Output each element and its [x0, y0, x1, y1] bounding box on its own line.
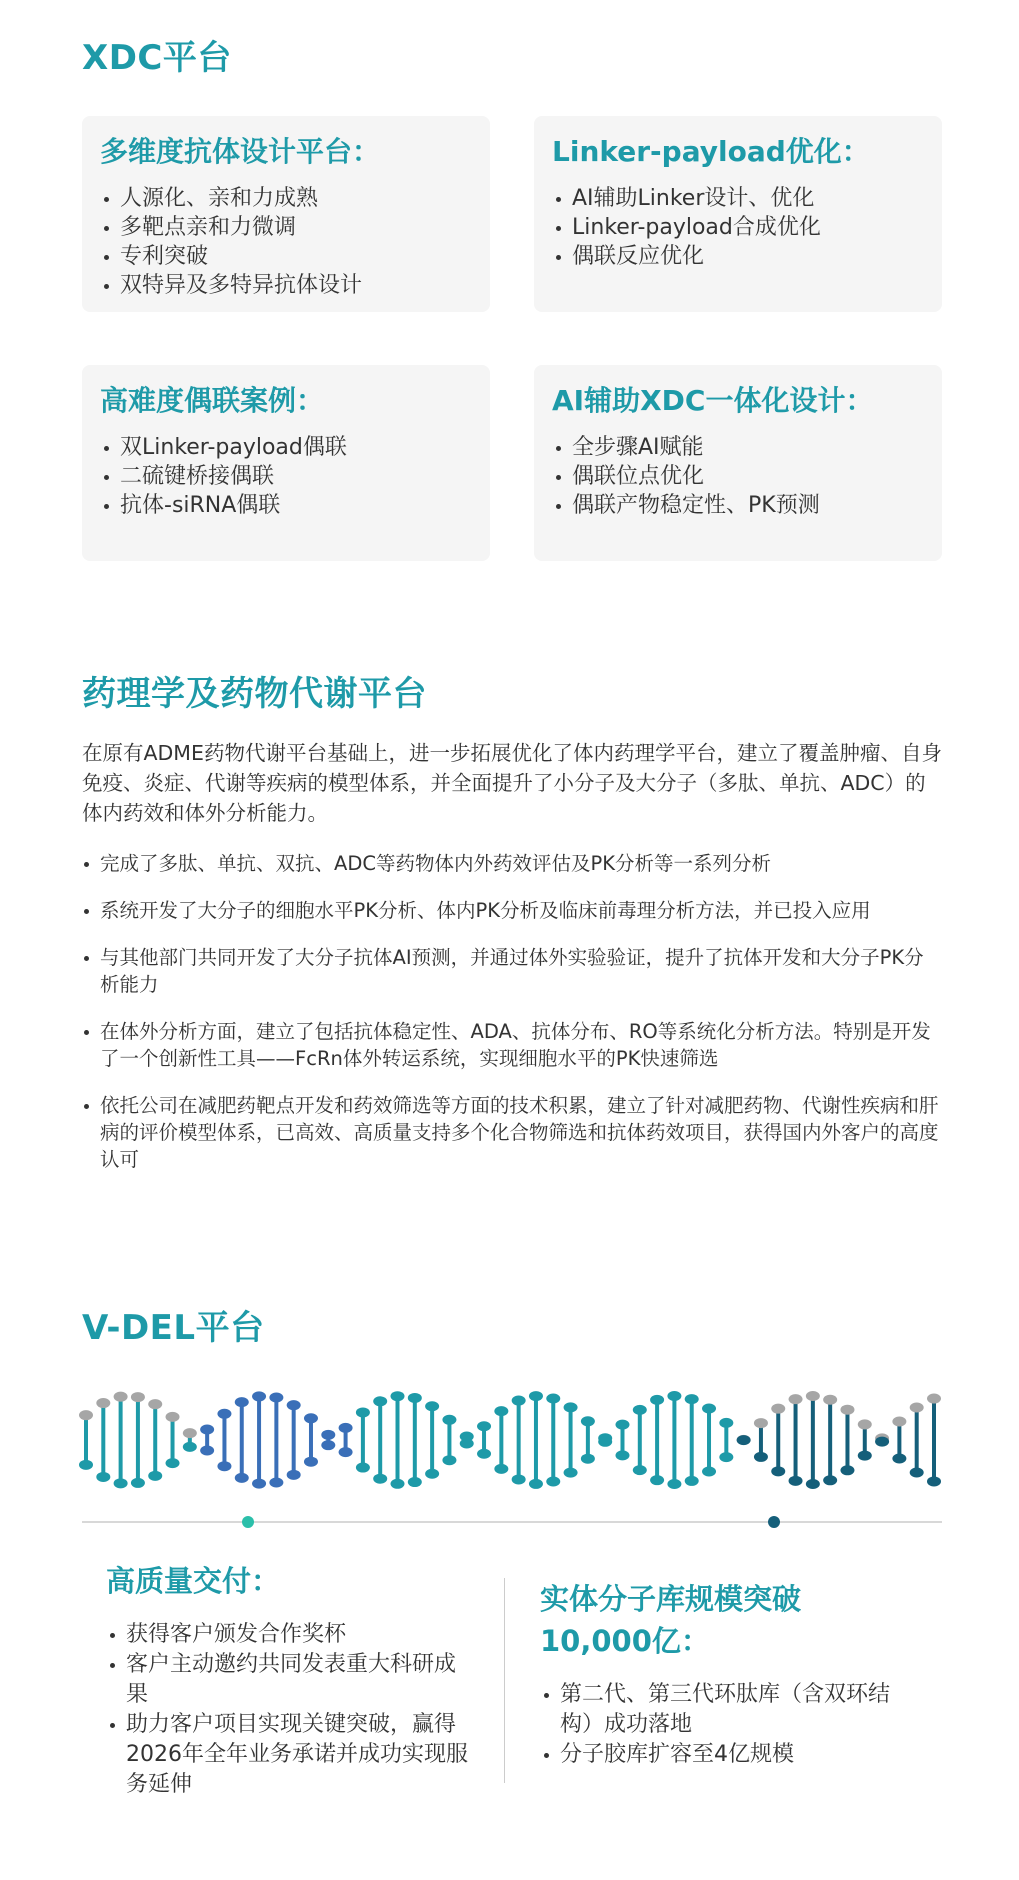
dna-node [823, 1395, 837, 1405]
list-item: Linker-payload合成优化 [552, 213, 924, 242]
vdel-section-title: V-DEL平台 [82, 1308, 265, 1348]
dna-node [183, 1442, 197, 1452]
dna-node [391, 1391, 405, 1401]
dna-node [789, 1394, 803, 1404]
dna-node [217, 1409, 231, 1419]
vdel-right-title [540, 1578, 920, 1662]
dna-node [477, 1421, 491, 1431]
dna-node [425, 1469, 439, 1479]
dna-node [719, 1418, 733, 1428]
dna-node [564, 1468, 578, 1478]
dna-node [494, 1406, 508, 1416]
dna-node [235, 1397, 249, 1407]
dna-node [96, 1472, 110, 1482]
vdel-column-divider [504, 1578, 505, 1783]
dna-node [304, 1457, 318, 1467]
dna-node [131, 1392, 145, 1402]
pharm-bullet-list [82, 850, 942, 1193]
dna-node [581, 1454, 595, 1464]
dna-node [79, 1410, 93, 1420]
vdel-quality-delivery [106, 1560, 476, 1800]
list-item: 双特异及多特异抗体设计 [100, 271, 472, 300]
list-item: 完成了多肽、单抗、双抗、ADC等药物体内外药效评估及PK分析等一系列分析 [82, 850, 942, 877]
dna-node [927, 1476, 941, 1486]
dna-node [166, 1458, 180, 1468]
list-item: 全步骤AI赋能 [552, 433, 924, 462]
list-item: AI辅助Linker设计、优化 [552, 184, 924, 213]
list-item: 第二代、第三代环肽库（含双环结构）成功落地 [540, 1680, 920, 1740]
dna-helix-illustration [0, 1380, 1019, 1510]
dna-node [650, 1395, 664, 1405]
list-item: 助力客户项目实现关键突破，赢得2026年全年业务承诺并成功实现服务延伸 [106, 1710, 476, 1800]
dna-node [737, 1435, 751, 1445]
dna-node [564, 1402, 578, 1412]
list-item: 偶联位点优化 [552, 462, 924, 491]
list-item: 专利突破 [100, 242, 472, 271]
vdel-left-title: 高质量交付： [106, 1564, 281, 1598]
dna-node [356, 1407, 370, 1417]
timeline-marker-left [242, 1516, 254, 1528]
card-list [552, 433, 924, 520]
dna-node [148, 1471, 162, 1481]
dna-node [546, 1477, 560, 1487]
dna-node [702, 1466, 716, 1476]
dna-node [719, 1452, 733, 1462]
dna-node [650, 1475, 664, 1485]
dna-node [287, 1400, 301, 1410]
list-item: 依托公司在减肥药靶点开发和药效筛选等方面的技术积累，建立了针对减肥药物、代谢性疾病和肝病的评价模型体系，已高效、高质量支持多个化合物筛选和抗体药效项目，获得国内外客户的高度认可 [82, 1092, 942, 1173]
pharm-section-title: 药理学及药物代谢平台 [82, 674, 427, 714]
dna-node [615, 1450, 629, 1460]
dna-node [667, 1391, 681, 1401]
dna-node [148, 1399, 162, 1409]
dna-node [598, 1437, 612, 1447]
dna-node [754, 1452, 768, 1462]
dna-node [754, 1418, 768, 1428]
vdel-right-title-line2: 10,000亿： [540, 1624, 710, 1658]
dna-node [512, 1396, 526, 1406]
dna-node [494, 1464, 508, 1474]
dna-node [114, 1478, 128, 1488]
dna-node [529, 1479, 543, 1489]
list-item: 获得客户颁发合作奖杯 [106, 1620, 476, 1650]
dna-node [408, 1477, 422, 1487]
dna-node [477, 1449, 491, 1459]
dna-node [252, 1479, 266, 1489]
dna-node [425, 1401, 439, 1411]
dna-node [442, 1415, 456, 1425]
dna-node [252, 1391, 266, 1401]
dna-node [269, 1478, 283, 1488]
dna-node [858, 1419, 872, 1429]
list-item: 二硫键桥接偶联 [100, 462, 472, 491]
dna-node [166, 1412, 180, 1422]
dna-node [858, 1451, 872, 1461]
dna-node [217, 1461, 231, 1471]
vdel-right-list [540, 1680, 920, 1770]
dna-node [910, 1467, 924, 1477]
dna-node [200, 1446, 214, 1456]
dna-node [512, 1474, 526, 1484]
dna-node [840, 1405, 854, 1415]
list-item: 分子胶库扩容至4亿规模 [540, 1740, 920, 1770]
dna-node [771, 1466, 785, 1476]
pharm-intro-paragraph: 在原有ADME药物代谢平台基础上，进一步拓展优化了体内药理学平台，建立了覆盖肿瘤、自身免疫、炎症、代谢等疾病的模型体系，并全面提升了小分子及大分子（多肽、单抗、ADC）的体内药效和体外分析能力。 [82, 741, 942, 825]
dna-node [927, 1394, 941, 1404]
vdel-right-title-line1: 实体分子库规模突破 [540, 1582, 802, 1616]
dna-node [892, 1417, 906, 1427]
dna-node [806, 1391, 820, 1401]
list-item: 人源化、亲和力成熟 [100, 184, 472, 213]
xdc-card-conjugation-cases [82, 365, 490, 561]
dna-node [771, 1404, 785, 1414]
list-item: 多靶点亲和力微调 [100, 213, 472, 242]
dna-node [200, 1425, 214, 1435]
dna-node [702, 1404, 716, 1414]
dna-node [685, 1476, 699, 1486]
dna-node [373, 1396, 387, 1406]
dna-node [321, 1440, 335, 1450]
card-list [552, 184, 924, 271]
dna-node [875, 1437, 889, 1447]
card-title: 高难度偶联案例： [100, 384, 325, 417]
dna-node [287, 1470, 301, 1480]
dna-node [667, 1479, 681, 1489]
dna-node [183, 1428, 197, 1438]
dna-node [356, 1463, 370, 1473]
dna-node [615, 1420, 629, 1430]
dna-node [131, 1478, 145, 1488]
dna-node [789, 1476, 803, 1486]
dna-node [806, 1479, 820, 1489]
dna-node [823, 1475, 837, 1485]
dna-node [373, 1474, 387, 1484]
dna-node [408, 1393, 422, 1403]
dna-node [79, 1460, 93, 1470]
xdc-card-linker-payload [534, 116, 942, 312]
dna-node [546, 1393, 560, 1403]
dna-node [633, 1465, 647, 1475]
dna-node [339, 1423, 353, 1433]
dna-node [840, 1465, 854, 1475]
timeline-marker-right [768, 1516, 780, 1528]
dna-node [339, 1447, 353, 1457]
dna-node [685, 1394, 699, 1404]
list-item: 客户主动邀约共同发表重大科研成果 [106, 1650, 476, 1710]
dna-node [391, 1479, 405, 1489]
card-list [100, 433, 472, 520]
card-title: Linker-payload优化： [552, 135, 870, 168]
dna-node [269, 1392, 283, 1402]
list-item: 系统开发了大分子的细胞水平PK分析、体内PK分析及临床前毒理分析方法，并已投入应用 [82, 897, 942, 924]
xdc-card-ai-integrated-design [534, 365, 942, 561]
xdc-section-title: XDC平台 [82, 38, 232, 78]
dna-node [581, 1416, 595, 1426]
dna-node [321, 1430, 335, 1440]
dna-node [96, 1398, 110, 1408]
xdc-card-antibody-design [82, 116, 490, 312]
dna-node [304, 1413, 318, 1423]
card-title: AI辅助XDC一体化设计： [552, 384, 874, 417]
timeline [0, 1512, 1019, 1532]
vdel-left-list [106, 1620, 476, 1800]
list-item: 在体外分析方面，建立了包括抗体稳定性、ADA、抗体分布、RO等系统化分析方法。特别是开发了一个创新性工具——FcRn体外转运系统，实现细胞水平的PK快速筛选 [82, 1018, 942, 1072]
dna-node [114, 1392, 128, 1402]
dna-node [235, 1473, 249, 1483]
list-item: 双Linker-payload偶联 [100, 433, 472, 462]
card-list [100, 184, 472, 300]
list-item: 与其他部门共同开发了大分子抗体AI预测，并通过体外实验验证，提升了抗体开发和大分子PK分析能力 [82, 944, 942, 998]
dna-node [442, 1455, 456, 1465]
card-title: 多维度抗体设计平台： [100, 135, 381, 168]
dna-node [633, 1405, 647, 1415]
dna-node [460, 1438, 474, 1448]
list-item: 偶联产物稳定性、PK预测 [552, 491, 924, 520]
list-item: 抗体-siRNA偶联 [100, 491, 472, 520]
vdel-library-scale [540, 1578, 920, 1770]
list-item: 偶联反应优化 [552, 242, 924, 271]
dna-node [529, 1391, 543, 1401]
dna-node [892, 1453, 906, 1463]
dna-node [910, 1403, 924, 1413]
